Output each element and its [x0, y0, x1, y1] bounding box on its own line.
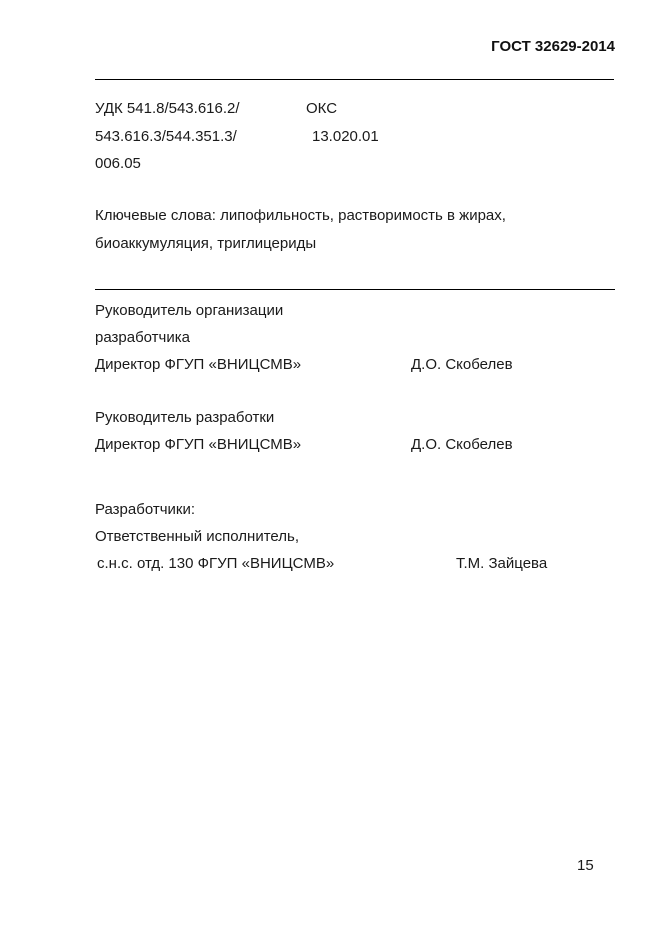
- udk-line-1: УДК 541.8/543.616.2/: [95, 100, 240, 117]
- org-head-position: Директор ФГУП «ВНИЦСМВ»: [95, 356, 302, 373]
- page-number: 15: [577, 857, 594, 874]
- middle-divider: [95, 289, 615, 290]
- keywords-line-2: биоаккумуляция, триглицериды: [95, 235, 317, 252]
- developers-label: Разработчики:: [95, 501, 196, 518]
- keywords-line-1: Ключевые слова: липофильность, растворимость в жирах,: [95, 207, 506, 224]
- udk-line-2: 543.616.3/544.351.3/: [95, 128, 237, 145]
- executor-title: Ответственный исполнитель,: [95, 528, 300, 545]
- executor-position: с.н.с. отд. 130 ФГУП «ВНИЦСМВ»: [97, 555, 335, 572]
- org-head-name: Д.О. Скобелев: [411, 356, 513, 373]
- dev-head-name: Д.О. Скобелев: [411, 436, 513, 453]
- top-divider: [95, 79, 614, 80]
- oks-label: ОКС: [306, 100, 338, 117]
- oks-code: 13.020.01: [312, 128, 379, 145]
- org-head-line-2: разработчика: [95, 329, 190, 346]
- dev-head-position: Директор ФГУП «ВНИЦСМВ»: [95, 436, 302, 453]
- udk-line-3: 006.05: [95, 155, 141, 172]
- standard-code: ГОСТ 32629-2014: [491, 38, 615, 55]
- org-head-line-1: Руководитель организации: [95, 302, 284, 319]
- dev-head-title: Руководитель разработки: [95, 409, 275, 426]
- executor-name: Т.М. Зайцева: [456, 555, 548, 572]
